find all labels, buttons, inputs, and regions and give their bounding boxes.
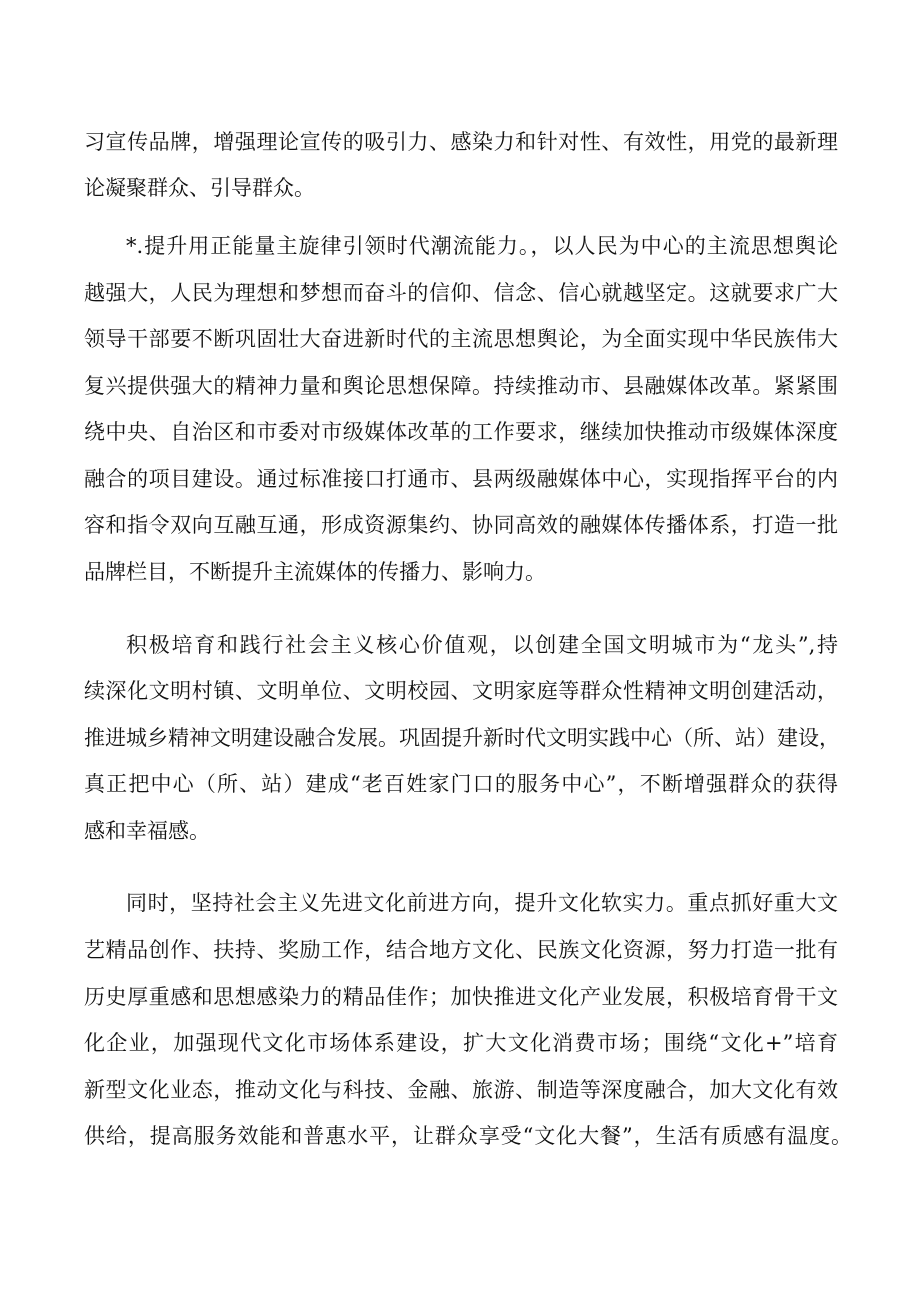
paragraph-1-line-1: 习宣传品牌，增强理论宣传的吸引力、感染力和针对性、有效性，用党的最新理	[84, 130, 838, 154]
paragraph-2-line-8: 品牌栏目，不断提升主流媒体的传播力、影响力。	[84, 560, 546, 584]
paragraph-4-line-6: 供给，提高服务效能和普惠水平，让群众享受“文化大餐”，生活有质感有温度。	[84, 1124, 852, 1148]
paragraph-3-line-4: 真正把中心（所、站）建成“老百姓家门口的服务中心”，不断增强群众的获得	[84, 772, 838, 796]
paragraph-2-line-3: 领导干部要不断巩固壮大奋进新时代的主流思想舆论，为全面实现中华民族伟大	[84, 327, 838, 351]
paragraph-3-line-5: 感和幸福感。	[84, 819, 210, 843]
paragraph-2-line-2: 越强大，人民为理想和梦想而奋斗的信仰、信念、信心就越坚定。这就要求广大	[84, 281, 838, 305]
paragraph-1-line-2: 论凝聚群众、引导群众。	[84, 176, 315, 200]
paragraph-4-line-5: 新型文化业态，推动文化与科技、金融、旅游、制造等深度融合，加大文化有效	[84, 1078, 838, 1102]
paragraph-4-line-3: 历史厚重感和思想感染力的精品佳作；加快推进文化产业发展，积极培育骨干文	[84, 985, 838, 1009]
paragraph-2-line-6: 融合的项目建设。通过标准接口打通市、县两级融媒体中心，实现指挥平台的内	[84, 467, 838, 491]
paragraph-4-line-1: 同时，坚持社会主义先进文化前进方向，提升文化软实力。重点抓好重大文	[126, 891, 838, 915]
paragraph-3-line-1: 积极培育和践行社会主义核心价值观，以创建全国文明城市为“龙头”,持	[126, 633, 838, 657]
paragraph-4-line-2: 艺精品创作、扶持、奖励工作，结合地方文化、民族文化资源，努力打造一批有	[84, 938, 838, 962]
paragraph-3-line-2: 续深化文明村镇、文明单位、文明校园、文明家庭等群众性精神文明创建活动，	[84, 679, 838, 703]
paragraph-2-line-5: 绕中央、自治区和市委对市级媒体改革的工作要求，继续加快推动市级媒体深度	[84, 420, 838, 444]
paragraph-2-line-4: 复兴提供强大的精神力量和舆论思想保障。持续推动市、县融媒体改革。紧紧围	[84, 374, 838, 398]
paragraph-3-line-3: 推进城乡精神文明建设融合发展。巩固提升新时代文明实践中心（所、站）建设，	[84, 726, 840, 750]
paragraph-4-line-4: 化企业，加强现代文化市场体系建设，扩大文化消费市场；围绕“文化+”培育	[84, 1031, 838, 1055]
paragraph-2-line-7: 容和指令双向互融互通，形成资源集约、协同高效的融媒体传播体系，打造一批	[84, 513, 838, 537]
paragraph-2-line-1: *.提升用正能量主旋律引领时代潮流能力。，以人民为中心的主流思想舆论	[126, 234, 838, 258]
